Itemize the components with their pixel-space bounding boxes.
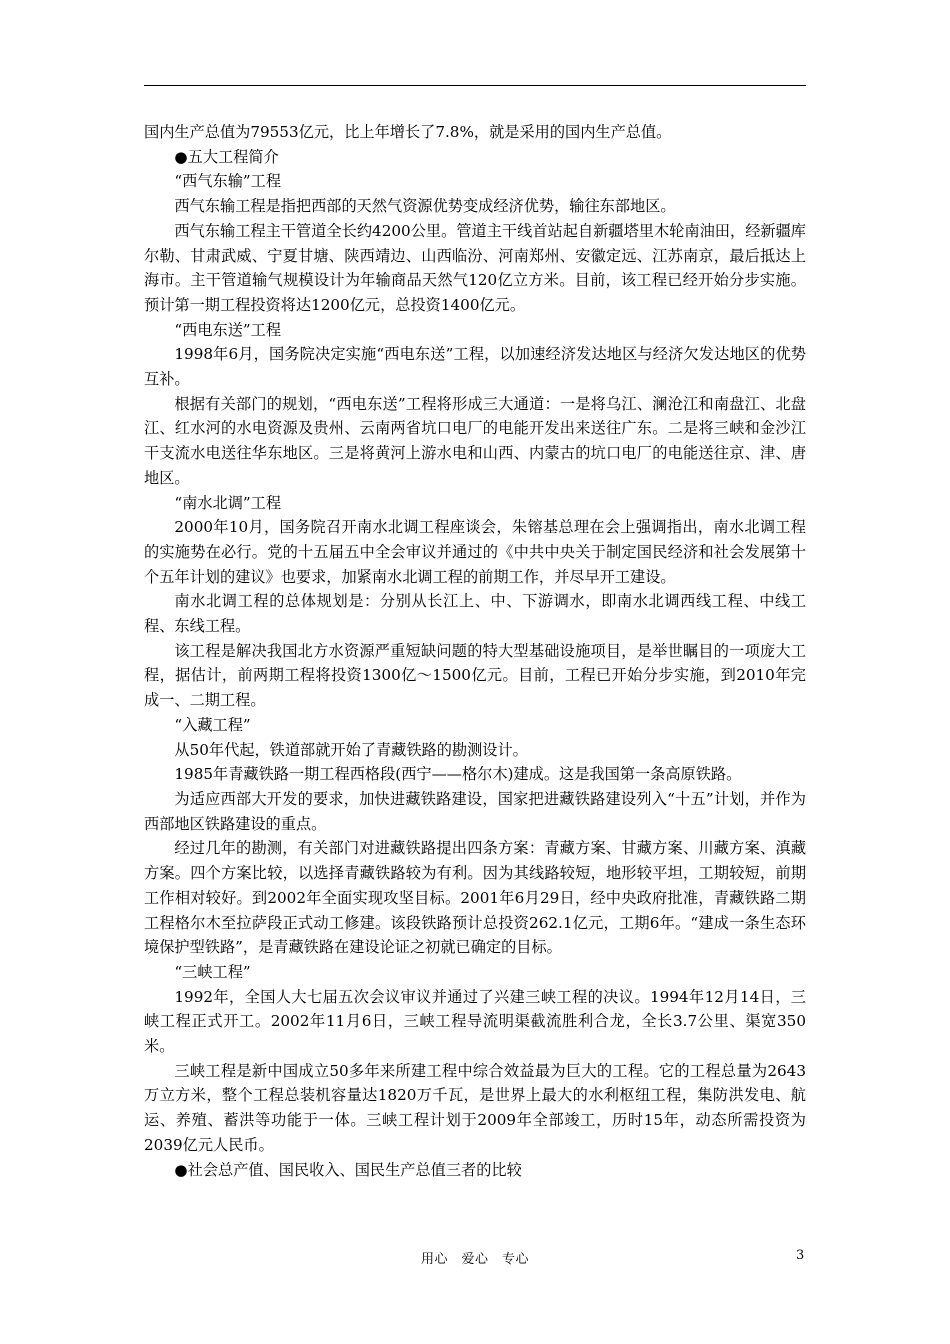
paragraph: 西气东输工程是指把西部的天然气资源优势变成经济优势，输往东部地区。: [174, 197, 676, 216]
paragraph: 三峡工程是新中国成立50多年来所建工程中综合效益最为巨大的工程。它的工程总量为2643万立方米，整个工程总装机容量达1820万千瓦，是世界上最大的水利枢纽工程，集防洪发电、航运、养殖、蓄洪等功能于一体。三峡工程计划于2009年全部竣工，历时15年，动态所需投资为2039亿元人民币。: [144, 1061, 806, 1154]
document-body: [144, 120, 806, 1182]
paragraph: 1998年6月，国务院决定实施“西电东送”工程，以加速经济发达地区与经济欠发达地区的优势互补。: [144, 345, 806, 389]
paragraph: 根据有关部门的规划，“西电东送”工程将形成三大通道：一是将乌江、澜沧江和南盘江、北盘江、红水河的水电资源及贵州、云南两省坑口电厂的电能开发出来送往广东。二是将三峡和金沙江干支流水电送往华东地区。三是将黄河上游水电和山西、内蒙古的坑口电厂的电能送往京、津、唐地区。: [144, 394, 806, 487]
section-heading-five-projects: ●五大工程简介: [174, 147, 279, 166]
paragraph: 西气东输工程主干管道全长约4200公里。管道主干线首站起自新疆塔里木轮南油田，经新疆库尔勒、甘肃武威、宁夏甘塘、陕西靖边、山西临汾、河南郑州、安徽定远、江苏南京，最后抵达上海市。主干管道输气规模设计为年输商品天然气120亿立方米。目前，该工程已经开始分步实施。预计第一期工程投资将达1200亿元，总投资1400亿元。: [144, 221, 806, 314]
paragraph: 为适应西部大开发的要求，加快进藏铁路建设，国家把进藏铁路建设列入“十五”计划，并作为西部地区铁路建设的重点。: [144, 789, 806, 833]
subheading-tibet-project: “入藏工程”: [174, 715, 251, 734]
paragraph: 从50年代起，铁道部就开始了青藏铁路的勘测设计。: [174, 740, 528, 759]
paragraph: 1985年青藏铁路一期工程西格段(西宁——格尔木)建成。这是我国第一条高原铁路。: [174, 765, 742, 784]
subheading-three-gorges: “三峡工程”: [174, 962, 251, 981]
footer-slogan: 用心 爱心 专心: [420, 1252, 529, 1267]
subheading-south-north-water: “南水北调”工程: [174, 493, 282, 512]
header-rule: [144, 85, 806, 86]
subheading-west-east-power: “西电东送”工程: [174, 320, 282, 339]
page-number: 3: [796, 1248, 805, 1263]
paragraph: 该工程是解决我国北方水资源严重短缺问题的特大型基础设施项目，是举世瞩目的一项庞大工程，据估计，前两期工程将投资1300亿～1500亿元。目前，工程已开始分步实施，到2010年完成一、二期工程。: [144, 641, 806, 710]
paragraph: 1992年，全国人大七届五次会议审议并通过了兴建三峡工程的决议。1994年12月14日，三峡工程正式开工。2002年11月6日，三峡工程导流明渠截流胜利合龙，全长3.7公里、渠宽350米。: [144, 987, 806, 1056]
paragraph: 南水北调工程的总体规划是：分别从长江上、中、下游调水，即南水北调西线工程、中线工程、东线工程。: [144, 592, 806, 636]
section-heading-comparison: ●社会总产值、国民收入、国民生产总值三者的比较: [174, 1160, 522, 1179]
paragraph: 经过几年的勘测，有关部门对进藏铁路提出四条方案：青藏方案、甘藏方案、川藏方案、滇藏方案。四个方案比较，以选择青藏铁路较为有利。因为其线路较短，地形较平坦，工期较短，前期工作相对较好。到2002年全面实现攻坚目标。2001年6月29日，经中央政府批准，青藏铁路二期工程格尔木至拉萨段正式动工修建。该段铁路预计总投资262.1亿元，工期6年。“建成一条生态环境保护型铁路”，是青藏铁路在建设论证之初就已确定的目标。: [144, 839, 806, 957]
subheading-west-east-gas: “西气东输”工程: [174, 172, 282, 191]
paragraph: 国内生产总值为79553亿元，比上年增长了7.8%，就是采用的国内生产总值。: [144, 123, 672, 141]
paragraph: 2000年10月，国务院召开南水北调工程座谈会，朱镕基总理在会上强调指出，南水北调工程的实施势在必行。党的十五届五中全会审议并通过的《中共中央关于制定国民经济和社会发展第十个五年计划的建议》也要求，加紧南水北调工程的前期工作，并尽早开工建设。: [144, 518, 806, 586]
